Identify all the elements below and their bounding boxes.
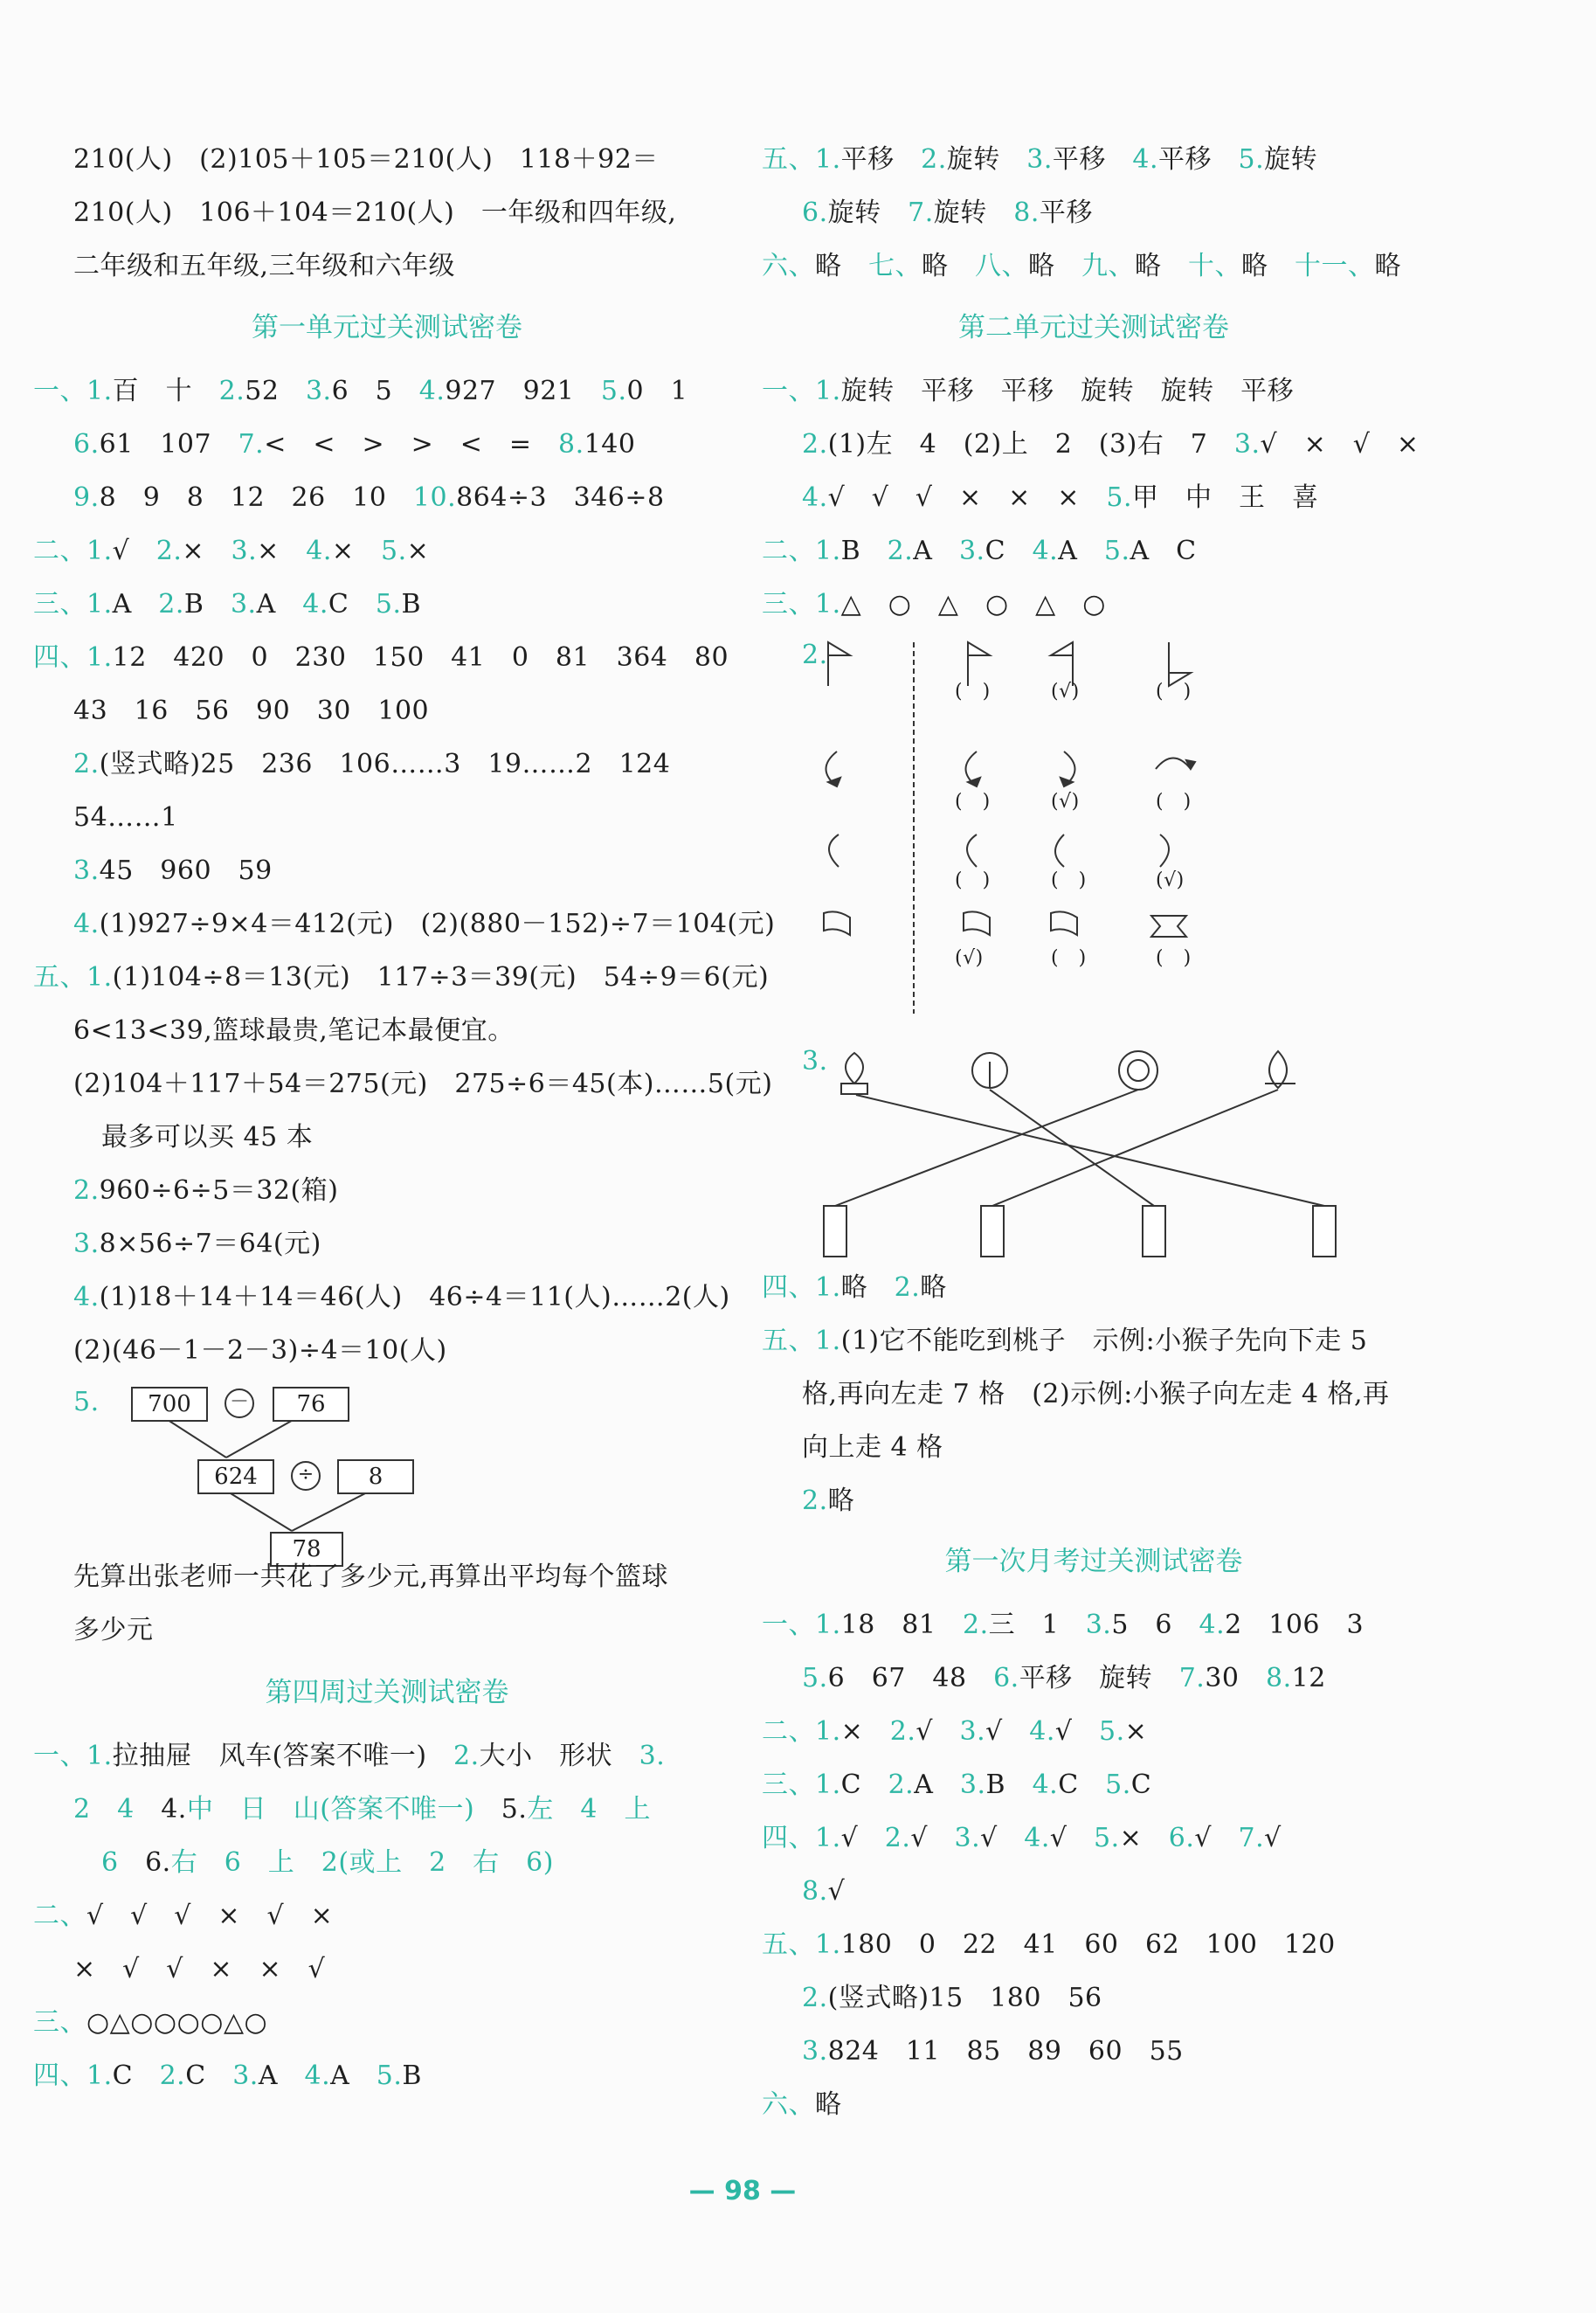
question-number: 3.: [639, 1741, 666, 1771]
question-number: 3.: [73, 855, 100, 886]
answer-text: 略: [1374, 251, 1401, 281]
judge-mark: ( ): [1051, 869, 1087, 891]
judge-mark: ( ): [955, 791, 991, 813]
answer-text: ×: [331, 536, 382, 566]
judge-mark: ( ): [1156, 947, 1192, 969]
answer-text: B: [840, 536, 888, 566]
answer-text: A: [913, 536, 959, 566]
answer-text: A C: [1130, 536, 1197, 566]
answer-text: C: [328, 589, 376, 620]
section-title: 第一单元过关测试密卷: [252, 312, 522, 343]
answer-line: [762, 1714, 1147, 1749]
question-number: 4.: [1132, 144, 1158, 175]
text-line: (2)(46－1－2－3)÷4＝10(人): [73, 1335, 447, 1366]
question-number: 8.: [1013, 197, 1040, 228]
question-number: 二、1.: [762, 536, 841, 566]
answer-text: 平移: [1039, 197, 1093, 228]
judge-mark: (√): [955, 947, 984, 969]
question-number: 2.: [921, 144, 947, 175]
question-number: 3.: [231, 536, 258, 566]
answer-text: ×: [840, 1716, 890, 1747]
question-number: 4.: [1032, 536, 1059, 566]
question-number: 2.: [155, 536, 183, 566]
answer-text: 旋转: [933, 197, 1014, 228]
leaf-icon: [1265, 1051, 1295, 1088]
question-number: 十、: [1188, 251, 1241, 281]
answer-text: 5 6: [1111, 1610, 1199, 1640]
question-number: 2.: [888, 1769, 915, 1800]
question-number: 2.: [218, 376, 245, 406]
answer-text: 大小 形状: [479, 1741, 639, 1771]
question-number: 一、1.: [762, 1610, 841, 1640]
answer-text: 864÷3 346÷8: [456, 482, 665, 513]
answer-text: A: [112, 589, 159, 620]
text-line: 6<13<39,篮球最贵,笔记本最便宜。: [73, 1015, 515, 1046]
text-line: 43 16 56 90 30 100: [73, 696, 430, 726]
answer-line: [73, 1280, 730, 1315]
answer-text: C: [185, 2060, 233, 2091]
section-title: 第一次月考过关测试密卷: [944, 1546, 1243, 1577]
answer-line: [73, 1792, 651, 1827]
answer-text: 平移: [1158, 144, 1239, 175]
question-number: 3.: [1026, 144, 1053, 175]
judge-mark: (√): [1051, 791, 1080, 813]
answer-text: 略: [1028, 251, 1081, 281]
question-number: 4.: [306, 536, 332, 566]
question-number: 7.: [908, 197, 934, 228]
question-number: 3.: [305, 376, 332, 406]
answer-line: [802, 1661, 1326, 1696]
question-number: 四、1.: [33, 2060, 113, 2091]
answer-text: √: [840, 1823, 885, 1853]
answer-line: [33, 2005, 267, 2040]
answer-line: [73, 907, 775, 942]
question-number: 2.: [884, 1823, 911, 1853]
answer-text: 旋转: [1264, 144, 1318, 175]
judge-mark: (√): [1156, 869, 1185, 891]
answer-text: ×: [182, 536, 231, 566]
answer-text: (竖式略)25 236 106……3 19……2 124: [99, 749, 671, 779]
question-number: 5.: [1099, 1716, 1125, 1747]
answer-text: B: [401, 589, 422, 620]
question-number: 三、1.: [762, 589, 841, 620]
answer-text: √: [827, 1876, 846, 1907]
question-number: 4.: [1029, 1716, 1055, 1747]
answer-text: √: [1264, 1823, 1282, 1853]
answer-text: 180 0 22 41 60 62 100 120: [840, 1929, 1336, 1960]
question-number: 五、1.: [33, 962, 113, 993]
answer-text: (1)左 4 (2)上 2 (3)右 7: [827, 429, 1234, 460]
question-number: 七、: [868, 251, 922, 281]
question-number: 4.: [73, 909, 100, 939]
question-number: 3.: [1085, 1610, 1112, 1640]
question-number: 5.: [600, 376, 627, 406]
answer-text: 旋转: [827, 197, 909, 228]
question-number: 五、1.: [762, 1326, 841, 1356]
answer-text: √: [112, 536, 156, 566]
question-number: 2.: [962, 1610, 989, 1640]
answer-text: ○△○○○○△○: [86, 2007, 268, 2038]
text-line: 二年级和五年级,三年级和六年级: [73, 251, 456, 281]
question-number: 4.: [1024, 1823, 1050, 1853]
question-number: 2.: [889, 1716, 916, 1747]
question-number: 三、1.: [33, 589, 113, 620]
question-number: 左 4 上: [527, 1794, 651, 1825]
matching-figure: [802, 1044, 1501, 1271]
question-number: 二、1.: [762, 1716, 841, 1747]
page-number: — 98 —: [688, 2176, 797, 2206]
tree-box-8: 8: [337, 1459, 414, 1494]
question-number: 4.: [418, 376, 446, 406]
question-number: 2.: [802, 1485, 828, 1516]
figure-label: 3.: [802, 1046, 828, 1077]
answer-line: [33, 374, 687, 409]
answer-text: √: [1194, 1823, 1239, 1853]
answer-text: 平移: [1052, 144, 1133, 175]
answer-line: [802, 481, 1319, 516]
answer-text: 略: [827, 1485, 855, 1516]
answer-text: √ × √ ×: [1260, 429, 1420, 460]
answer-text: ×: [1119, 1823, 1169, 1853]
tree-box-624: 624: [197, 1459, 274, 1494]
answer-line: [762, 2088, 842, 2123]
answer-line: [33, 641, 729, 675]
question-number: 5.: [1106, 482, 1133, 513]
question-number: 5.: [381, 536, 407, 566]
answer-text: 百 十: [112, 376, 219, 406]
answer-text: 略: [920, 1272, 947, 1303]
answer-line: [762, 1608, 1364, 1643]
answer-text: (1)104÷8＝13(元) 117÷3＝39(元) 54÷9＝6(元): [112, 962, 770, 993]
question-number: 4.: [1032, 1769, 1059, 1800]
question-number: 五、1.: [762, 1929, 841, 1960]
question-number: 8.: [1266, 1663, 1292, 1693]
text-line: 格,再向左走 7 格 (2)示例:小猴子向左走 4 格,再: [802, 1379, 1390, 1409]
answer-text: 略: [1135, 251, 1188, 281]
text-line: 210(人) (2)105＋105＝210(人) 118＋92＝: [73, 144, 659, 175]
answer-line: [73, 481, 665, 516]
answer-line: [762, 1324, 1367, 1359]
answer-text: A: [1058, 536, 1104, 566]
question-number: 8.: [558, 429, 584, 460]
text-line: × √ √ × × √: [73, 1954, 326, 1984]
answer-line: [762, 587, 1106, 622]
tree-box-78: 78: [270, 1532, 343, 1567]
answer-text: 三 1: [988, 1610, 1086, 1640]
question-number: 4.: [302, 589, 328, 620]
question-number: 7.: [1178, 1663, 1206, 1693]
answer-text: 略: [815, 2089, 842, 2120]
question-number: 十一、: [1295, 251, 1375, 281]
question-number: 2.: [158, 589, 184, 620]
answer-text: 8×56÷7＝64(元): [99, 1229, 321, 1259]
answer-text: 2 106 3: [1225, 1610, 1365, 1640]
judge-mark: ( ): [1156, 791, 1192, 813]
answer-text: √: [985, 1716, 1030, 1747]
question-number: 3.: [232, 2060, 259, 2091]
answer-text: △ ○ △ ○ △ ○: [840, 589, 1106, 620]
answer-text: (1)它不能吃到桃子 示例:小猴子先向下走 5: [840, 1326, 1368, 1356]
answer-text: ×: [1124, 1716, 1148, 1747]
rotation-shapes: [802, 638, 1501, 1022]
question-number: 一、1.: [33, 1741, 113, 1771]
question-number: 4.: [802, 482, 828, 513]
question-number: 2.: [894, 1272, 921, 1303]
question-number: 3.: [958, 536, 985, 566]
answer-text: 18 81: [840, 1610, 963, 1640]
answer-text: 旋转: [946, 144, 1027, 175]
question-number: 3.: [802, 2036, 828, 2067]
answer-text: (竖式略)15 180 56: [827, 1983, 1102, 2013]
question-number: 中 日 山(答案不唯一): [186, 1794, 501, 1825]
answer-text: 52: [245, 376, 306, 406]
question-number: 六、: [762, 251, 815, 281]
answer-text: 甲 中 王 喜: [1132, 482, 1319, 513]
answer-line: [762, 1271, 947, 1305]
question-number: 九、: [1081, 251, 1135, 281]
question-number: 一、1.: [33, 376, 113, 406]
answer-text: 略: [1241, 251, 1295, 281]
answer-text: √: [980, 1823, 1025, 1853]
divide-operator: ÷: [291, 1461, 321, 1491]
tree-box-700: 700: [131, 1387, 208, 1422]
answer-text: C: [840, 1769, 888, 1800]
text-line: 最多可以买 45 本: [101, 1122, 314, 1153]
answer-text: A: [258, 2060, 305, 2091]
rotation-figure: [802, 638, 1501, 1022]
question-number: 2.: [802, 429, 828, 460]
question-number: 2.: [802, 1983, 828, 2013]
question-number: 3.: [959, 1716, 986, 1747]
answer-line: [33, 534, 429, 569]
answer-text: A: [256, 589, 303, 620]
question-number: 2 4: [73, 1794, 162, 1825]
question-number: 6: [101, 1847, 146, 1878]
answer-line: [762, 1768, 1151, 1803]
answer-text: 略: [922, 251, 975, 281]
judge-mark: ( ): [1156, 681, 1192, 703]
answer-text: (1)18＋14＋14＝46(人) 46÷4＝11(人)……2(人): [99, 1282, 730, 1312]
question-number: 2.: [887, 536, 914, 566]
answer-line: [33, 1739, 665, 1774]
judge-mark: ( ): [955, 681, 991, 703]
answer-line: [802, 427, 1420, 462]
answer-text: 略: [840, 1272, 895, 1303]
question-number: 2.: [73, 1175, 100, 1206]
answer-text: C: [1130, 1769, 1152, 1800]
answer-line: [33, 960, 769, 995]
question-number: 4.: [1199, 1610, 1226, 1640]
answer-text: 5.: [501, 1794, 528, 1825]
answer-line: [33, 2059, 422, 2094]
answer-line: [762, 374, 1294, 409]
answer-text: 6.: [145, 1847, 171, 1878]
question-number: 5.: [1105, 1769, 1131, 1800]
question-number: 五、1.: [762, 144, 841, 175]
answer-text: 平移: [840, 144, 922, 175]
answer-text: 平移 旋转: [1019, 1663, 1179, 1693]
question-number: 2.: [453, 1741, 480, 1771]
sun-icon: [1119, 1051, 1157, 1090]
question-number: 3.: [73, 1229, 100, 1259]
figure-label: 2.: [802, 640, 828, 670]
question-number: 一、1.: [762, 376, 841, 406]
question-number: 6.: [1168, 1823, 1195, 1853]
question-number: 5.: [1238, 144, 1265, 175]
question-number: 3.: [230, 589, 257, 620]
question-number: 六、: [762, 2089, 815, 2120]
question-number: 4.: [73, 1282, 100, 1312]
answer-text: 824 11 85 89 60 55: [827, 2036, 1184, 2067]
judge-mark: ( ): [955, 869, 991, 891]
question-number: 9.: [73, 482, 100, 513]
answer-text: 6 67 48: [827, 1663, 994, 1693]
answer-text: 61 107: [99, 429, 238, 460]
leaf-icon: [972, 1053, 1007, 1088]
minus-operator: －: [225, 1388, 254, 1418]
answer-line: [802, 1981, 1102, 2016]
matching-lines: [802, 1044, 1501, 1271]
text-line: 向上走 4 格: [802, 1432, 943, 1463]
question-number: 二、: [33, 1901, 86, 1931]
question-number: 5.: [376, 2060, 403, 2091]
question-number: 6.: [73, 429, 100, 460]
question-number: 10.: [412, 482, 457, 513]
answer-line: [802, 2034, 1184, 2069]
answer-line: [33, 587, 421, 622]
section-title: 第四周过关测试密卷: [265, 1677, 509, 1708]
answer-text: 略: [815, 251, 868, 281]
answer-line: [73, 854, 273, 889]
answer-text: B: [402, 2060, 422, 2091]
question-number: 6.: [802, 197, 828, 228]
answer-text: 12: [1291, 1663, 1326, 1693]
question-number: 3.: [959, 1769, 986, 1800]
question-number: 2.: [159, 2060, 186, 2091]
answer-line: [762, 534, 1197, 569]
answer-text: ×: [257, 536, 307, 566]
answer-text: B: [183, 589, 231, 620]
section-title: 第二单元过关测试密卷: [958, 312, 1229, 343]
answer-line: [101, 1846, 554, 1880]
question-number: 7.: [238, 429, 265, 460]
question-number: 右 6 上 2(或上 2 右 6): [170, 1847, 554, 1878]
answer-text: C: [985, 536, 1033, 566]
answer-line: [802, 1484, 854, 1519]
judge-mark: (√): [1051, 681, 1080, 703]
answer-line: [762, 1821, 1282, 1856]
answer-text: √: [1049, 1823, 1094, 1853]
text-line: 先算出张老师一共花了多少元,再算出平均每个篮球: [73, 1562, 669, 1592]
answer-line: [73, 427, 635, 462]
question-number: 四、1.: [762, 1272, 841, 1303]
question-number: 三、: [33, 2007, 86, 2038]
answer-text: 拉抽屉 风车(答案不唯一): [112, 1741, 454, 1771]
answer-text: 0 1: [626, 376, 688, 406]
question-number: 5.: [375, 589, 402, 620]
answer-text: √ √ √ × √ ×: [86, 1901, 334, 1931]
answer-line: [802, 1874, 845, 1909]
text-line: 210(人) 106＋104＝210(人) 一年级和四年级,: [73, 197, 677, 228]
calculation-tree: [73, 1385, 440, 1562]
tree-box-76: 76: [273, 1387, 349, 1422]
answer-text: 45 960 59: [99, 855, 273, 886]
answer-text: √ √ √ × × ×: [827, 482, 1107, 513]
answer-text: C: [112, 2060, 160, 2091]
answer-text: (1)927÷9×4＝412(元) (2)(880－152)÷7＝104(元): [99, 909, 776, 939]
leaf-icon: [841, 1053, 867, 1094]
answer-line: [762, 142, 1317, 177]
answer-text: √: [910, 1823, 955, 1853]
answer-line: [802, 196, 1093, 231]
text-line: 多少元: [73, 1615, 154, 1645]
question-number: 5.: [1103, 536, 1130, 566]
answer-text: 927 921: [445, 376, 601, 406]
question-number: 5.: [802, 1663, 828, 1693]
answer-text: 8 9 8 12 26 10: [99, 482, 413, 513]
answer-line: [73, 747, 670, 782]
text-line: 54……1: [73, 802, 178, 833]
question-number: 四、1.: [33, 642, 113, 673]
question-number: 四、1.: [762, 1823, 841, 1853]
answer-text: 12 420 0 230 150 41 0 81 364 80: [112, 642, 729, 673]
question-number: 八、: [975, 251, 1028, 281]
answer-text: √: [1054, 1716, 1100, 1747]
question-number: 3.: [1233, 429, 1261, 460]
question-number: 7.: [1238, 1823, 1265, 1853]
answer-line: [33, 1899, 333, 1934]
answer-line: [73, 1174, 338, 1208]
answer-text: 30: [1205, 1663, 1266, 1693]
judge-mark: ( ): [1051, 947, 1087, 969]
answer-text: A: [330, 2060, 377, 2091]
answer-line: [73, 1227, 321, 1262]
answer-text: 4.: [161, 1794, 187, 1825]
answer-text: A: [914, 1769, 960, 1800]
answer-line: [762, 249, 1401, 284]
text-line: (2)104＋117＋54＝275(元) 275÷6＝45(本)……5(元): [73, 1069, 773, 1099]
answer-text: < < > > < =: [264, 429, 559, 460]
answer-text: B: [985, 1769, 1033, 1800]
answer-text: √: [915, 1716, 960, 1747]
answer-text: 6 5: [331, 376, 419, 406]
answer-line: [762, 1928, 1336, 1963]
question-number: 3.: [954, 1823, 981, 1853]
tree-label: 5.: [73, 1387, 100, 1417]
answer-text: C: [1058, 1769, 1106, 1800]
question-number: 8.: [802, 1876, 828, 1907]
answer-text: ×: [406, 536, 430, 566]
answer-text: 旋转 平移 平移 旋转 旋转 平移: [840, 376, 1295, 406]
question-number: 三、1.: [762, 1769, 841, 1800]
answer-text: 960÷6÷5＝32(箱): [99, 1175, 339, 1206]
question-number: 6.: [993, 1663, 1019, 1693]
answer-text: 140: [584, 429, 636, 460]
question-number: 5.: [1094, 1823, 1120, 1853]
question-number: 2.: [73, 749, 100, 779]
question-number: 二、1.: [33, 536, 113, 566]
question-number: 4.: [304, 2060, 331, 2091]
